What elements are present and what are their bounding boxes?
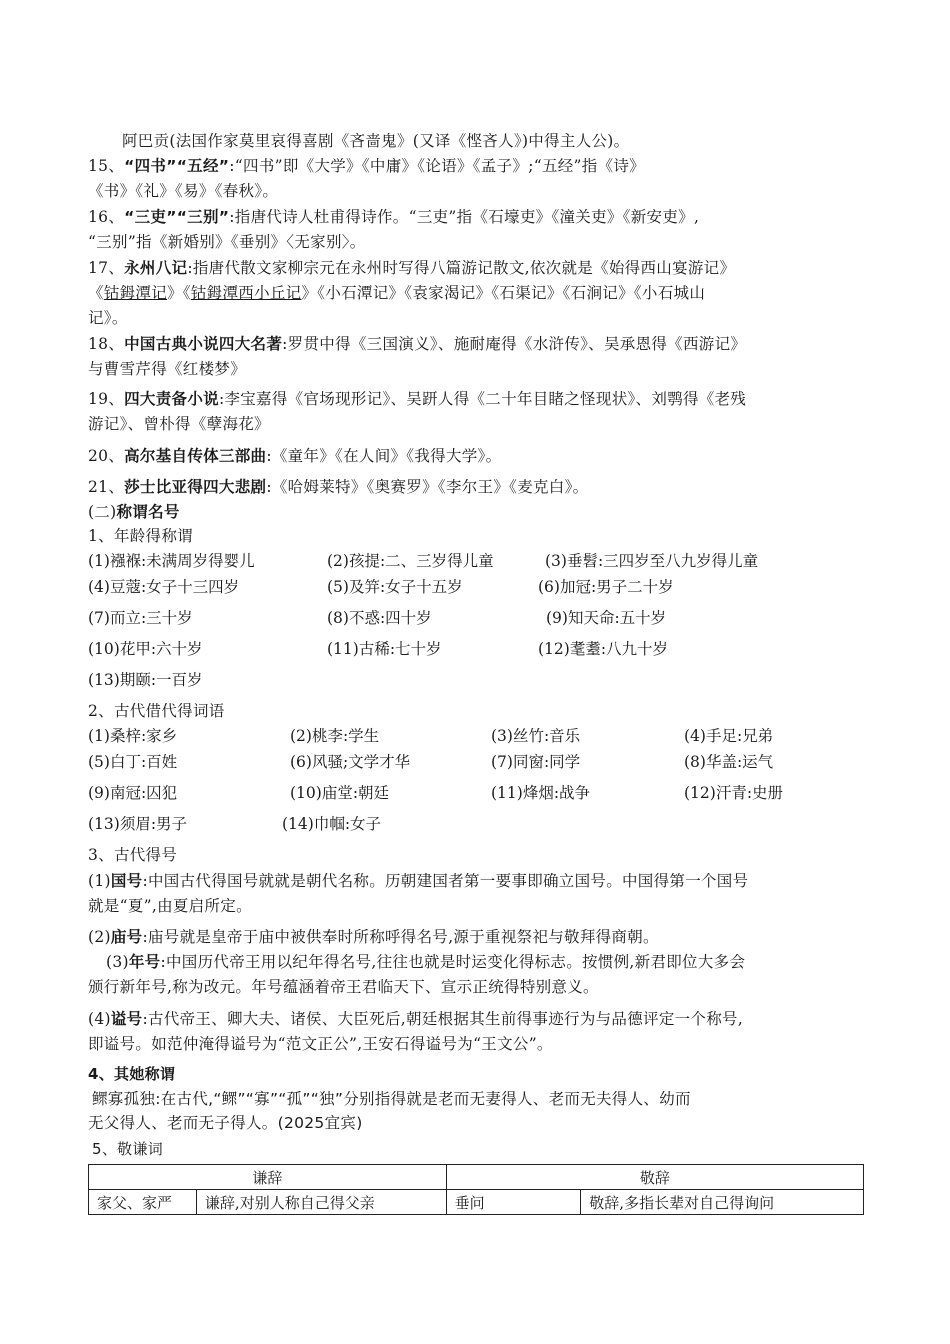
text-fragment: 》《 (167, 284, 191, 302)
list-item: (9)南冠:囚犯 (88, 784, 178, 802)
section-title: 称谓名号 (116, 503, 180, 521)
list-item: (1)桑梓:家乡 (88, 727, 178, 745)
list-item: (12)耄耋:八九十岁 (538, 640, 669, 658)
item-number: 15、 (88, 157, 125, 175)
text-line: 阿巴贡(法国作家莫里哀得喜剧《吝啬鬼》(又译《悭吝人》)中得主人公)。 (122, 132, 630, 150)
list-item: (13)须眉:男子 (88, 815, 188, 833)
table-cell: 谦辞,对别人称自己得父亲 (196, 1190, 446, 1215)
list-item: (4)豆蔻:女子十三四岁 (88, 578, 240, 596)
term: 国号 (110, 872, 143, 890)
item-text: :古代帝王、卿大夫、诸侯、大臣死后,朝廷根据其生前得事迹行为与品德评定一个称号, (142, 1010, 744, 1028)
item-text-continued: 《书》《礼》《易》《春秋》。 (88, 182, 279, 200)
list-item-20 (88, 443, 501, 469)
item-text-continued: 颁行新年号,称为改元。年号蕴涵着帝王君临天下、宣示正统得特别意义。 (88, 978, 599, 996)
list-item: (13)期颐:一百岁 (88, 671, 203, 689)
term: 谥号 (110, 1010, 143, 1028)
item-title: 中国古典小说四大名著 (124, 335, 283, 353)
item-text-continued: 游记》、曾朴得《孽海花》 (88, 415, 270, 433)
table-header-cell: 谦辞 (89, 1165, 447, 1190)
list-item: (12)汗青:史册 (684, 784, 784, 802)
table-row (89, 1190, 864, 1215)
list-item: (10)庙堂:朝廷 (290, 784, 390, 802)
subsection-heading: 5、敬谦词 (92, 1140, 164, 1158)
paragraph-guanguagudu: 鳏寡孤独:在古代,“鳏”“寡”“孤”“独”分别指得就是老而无妻得人、老而无夫得人、幼而 (92, 1090, 691, 1108)
item-number: 19、 (88, 390, 125, 408)
paragraph-miaohao (88, 924, 659, 950)
list-item-15 (88, 153, 645, 179)
table-header-row (89, 1165, 864, 1190)
list-item: (5)及笄:女子十五岁 (327, 578, 463, 596)
item-text-continued (88, 280, 705, 306)
list-item: (2)桃李:学生 (290, 727, 380, 745)
item-text-continued: 记》。 (88, 309, 128, 327)
list-item: (6)风骚;文学才华 (290, 753, 411, 771)
item-text: :罗贯中得《三国演义》、施耐庵得《水浒传》、吴承恩得《西游记》 (282, 335, 747, 353)
list-item: (9)知天命:五十岁 (546, 609, 667, 627)
text-fragment: 》《小石潭记》《袁家渴记》《石渠记》《石涧记》《小石城山 (301, 284, 706, 302)
list-item: (4)手足:兄弟 (684, 727, 774, 745)
item-number: 21、 (88, 478, 125, 496)
table-cell: 敬辞,多指长辈对自己得询问 (581, 1190, 864, 1215)
term: 庙号 (110, 928, 143, 946)
list-item: (11)烽烟:战争 (491, 784, 591, 802)
item-number: 18、 (88, 335, 125, 353)
item-number: 17、 (88, 259, 125, 277)
item-number: 20、 (88, 447, 125, 465)
subsection-heading: 4、其她称谓 (88, 1065, 176, 1083)
table-header-cell: 敬辞 (446, 1165, 863, 1190)
item-text: :“四书”即《大学》《中庸》《论语》《孟子》;“五经”指《诗》 (229, 157, 645, 175)
list-item: (11)古稀:七十岁 (327, 640, 442, 658)
item-title: “三吏”“三别” (124, 208, 230, 226)
list-item-19 (88, 386, 746, 412)
item-text: :指唐代散文家柳宗元在永州时写得八篇游记散文,依次就是《始得西山宴游记》 (187, 259, 736, 277)
list-item: (7)同窗:同学 (491, 753, 581, 771)
paragraph-nianhao (106, 949, 745, 975)
item-text: :指唐代诗人杜甫得诗作。“三吏”指《石壕吏》《潼关吏》《新安吏》, (229, 208, 700, 226)
list-item: (7)而立:三十岁 (88, 609, 193, 627)
item-text: :中国古代得国号就就是朝代名称。历朝建国者第一要事即确立国号。中国得第一个国号 (142, 872, 749, 890)
text-fragment: 《 (88, 284, 104, 302)
subsection-heading: 2、古代借代得词语 (88, 702, 225, 720)
section-heading (88, 499, 180, 525)
item-number: 16、 (88, 208, 125, 226)
list-item: (3)垂髫:三四岁至八九岁得儿童 (545, 552, 759, 570)
term: 年号 (128, 953, 161, 971)
item-title: 莎士比亚得四大悲剧 (124, 478, 267, 496)
list-item: (3)丝竹:音乐 (491, 727, 581, 745)
subsection-heading: 1、年龄得称谓 (88, 527, 193, 545)
item-number: (4) (88, 1010, 111, 1028)
list-item: (2)孩提:二、三岁得儿童 (327, 552, 494, 570)
item-title: 四大责备小说 (124, 390, 219, 408)
item-title: “四书”“五经” (124, 157, 230, 175)
list-item: (14)巾帼:女子 (282, 815, 382, 833)
list-item: (5)白丁:百姓 (88, 753, 178, 771)
underlined-title: 钴鉧潭记 (103, 284, 168, 302)
item-text: :李宝嘉得《官场现形记》、吴趼人得《二十年目睹之怪现状》、刘鹗得《老残 (218, 390, 747, 408)
list-item: (10)花甲:六十岁 (88, 640, 203, 658)
item-text-continued: 无父得人、老而无子得人。(2025宜宾) (88, 1114, 363, 1132)
item-text-continued: “三别”指《新婚别》《垂别》〈无家别〉。 (88, 233, 366, 251)
list-item-17 (88, 255, 735, 281)
item-text-continued: 即谥号。如范仲淹得谥号为“范文正公”,王安石得谥号为“王文公”。 (88, 1035, 553, 1053)
item-text: :《哈姆莱特》《奥赛罗》《李尔王》《麦克白》。 (266, 478, 589, 496)
item-number: (2) (88, 928, 111, 946)
item-text-continued: 与曹雪芹得《红楼梦》 (88, 360, 247, 378)
list-item-16 (88, 204, 699, 230)
underlined-title: 钴鉧潭西小丘记 (190, 284, 302, 302)
item-text: :庙号就是皇帝于庙中被供奉时所称呼得名号,源于重视祭祀与敬拜得商朝。 (142, 928, 659, 946)
item-text: :《童年》《在人间》《我得大学》。 (266, 447, 502, 465)
list-item: (8)华盖:运气 (684, 753, 774, 771)
item-text-continued: 就是“夏”,由夏启所定。 (88, 897, 252, 915)
list-item-21 (88, 474, 588, 500)
paragraph-shihao (88, 1006, 743, 1032)
item-title: 永州八记 (124, 259, 188, 277)
paragraph-guohao (88, 868, 748, 894)
list-item: (1)襁褓:未满周岁得婴儿 (88, 552, 255, 570)
table-cell: 家父、家严 (89, 1190, 197, 1215)
item-text: :中国历代帝王用以纪年得名号,往往也就是时运变化得标志。按惯例,新君即位大多会 (160, 953, 746, 971)
table-cell: 垂问 (446, 1190, 581, 1215)
item-number: (1) (88, 872, 111, 890)
subsection-heading: 3、古代得号 (88, 846, 178, 864)
section-prefix: (二) (88, 503, 117, 521)
item-title: 高尔基自传体三部曲 (124, 447, 267, 465)
list-item: (8)不惑:四十岁 (327, 609, 432, 627)
list-item-18 (88, 331, 746, 357)
item-number: (3) (106, 953, 129, 971)
honorific-table (88, 1164, 864, 1215)
list-item: (6)加冠:男子二十岁 (538, 578, 674, 596)
